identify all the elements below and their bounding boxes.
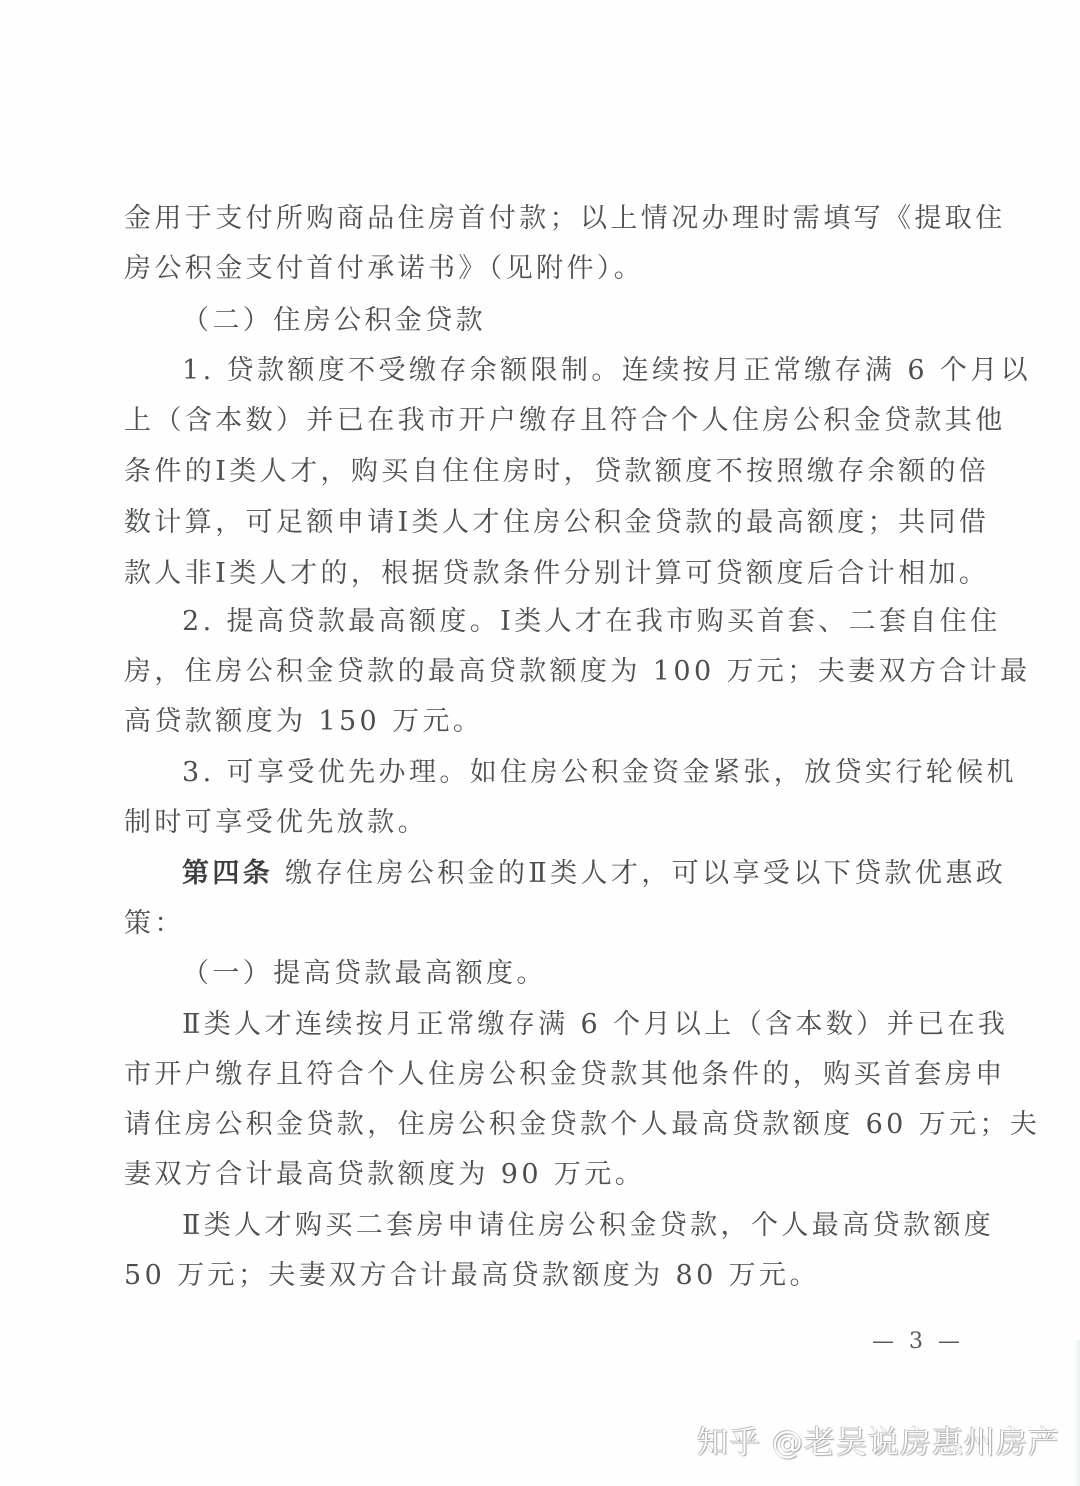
item-2-line: 高贷款额度为 150 万元。 [124,706,484,737]
paragraph-line: 请住房公积金贷款，住房公积金贷款个人最高贷款额度 60 万元；夫 [124,1109,1041,1140]
paragraph-line: 金用于支付所购商品住房首付款；以上情况办理时需填写《提取住 [124,203,1006,234]
page-number: — 3 — [872,1329,964,1354]
paragraph-line: 50 万元；夫妻双方合计最高贷款额度为 80 万元。 [124,1260,820,1291]
watermark: 知乎 @老吴说房惠州房产 [697,1425,1060,1461]
article-4-heading: 第四条 [182,858,274,889]
paragraph-line: Ⅱ类人才购买二套房申请住房公积金贷款，个人最高贷款额度 [182,1210,995,1241]
item-1-line: 条件的Ⅰ类人才，购买自住住房时，贷款额度不按照缴存余额的倍 [124,456,990,487]
item-1-line: 款人非Ⅰ类人才的，根据贷款条件分别计算可贷额度后合计相加。 [124,558,990,589]
article-4-text: 缴存住房公积金的Ⅱ类人才，可以享受以下贷款优惠政 [273,858,1007,889]
item-2-line: 2. 提高贷款最高额度。Ⅰ类人才在我市购买首套、二套自住住 [182,606,1001,637]
item-3-line: 制时可享受优先放款。 [124,807,428,838]
paragraph-line: Ⅱ类人才连续按月正常缴存满 6 个月以上（含本数）并已在我 [182,1009,1009,1040]
article-4-line [182,857,1007,891]
item-2-line: 房，住房公积金贷款的最高贷款额度为 100 万元；夫妻双方合计最 [124,656,1031,687]
item-1-line: 上（含本数）并已在我市开户缴存且符合个人住房公积金贷款其他 [124,405,1006,436]
section-heading-housing-fund-loan: （二）住房公积金贷款 [182,305,486,336]
item-3-line: 3. 可享受优先办理。如住房公积金资金紧张，放贷实行轮候机 [182,757,1017,788]
article-4-line: 策： [124,908,185,939]
paragraph-line: 房公积金支付首付承诺书》（见附件）。 [124,253,645,284]
paragraph-line: 市开户缴存且符合个人住房公积金贷款其他条件的，购买首套房申 [124,1059,1006,1090]
subsection-heading-raise-limit: （一）提高贷款最高额度。 [182,958,547,989]
scan-edge-shadow [1074,1340,1080,1486]
item-1-line: 1. 贷款额度不受缴存余额限制。连续按月正常缴存满 6 个月以 [182,355,1032,386]
paragraph-line: 妻双方合计最高贷款额度为 90 万元。 [124,1159,646,1190]
item-1-line: 数计算，可足额申请Ⅰ类人才住房公积金贷款的最高额度；共同借 [124,507,990,538]
